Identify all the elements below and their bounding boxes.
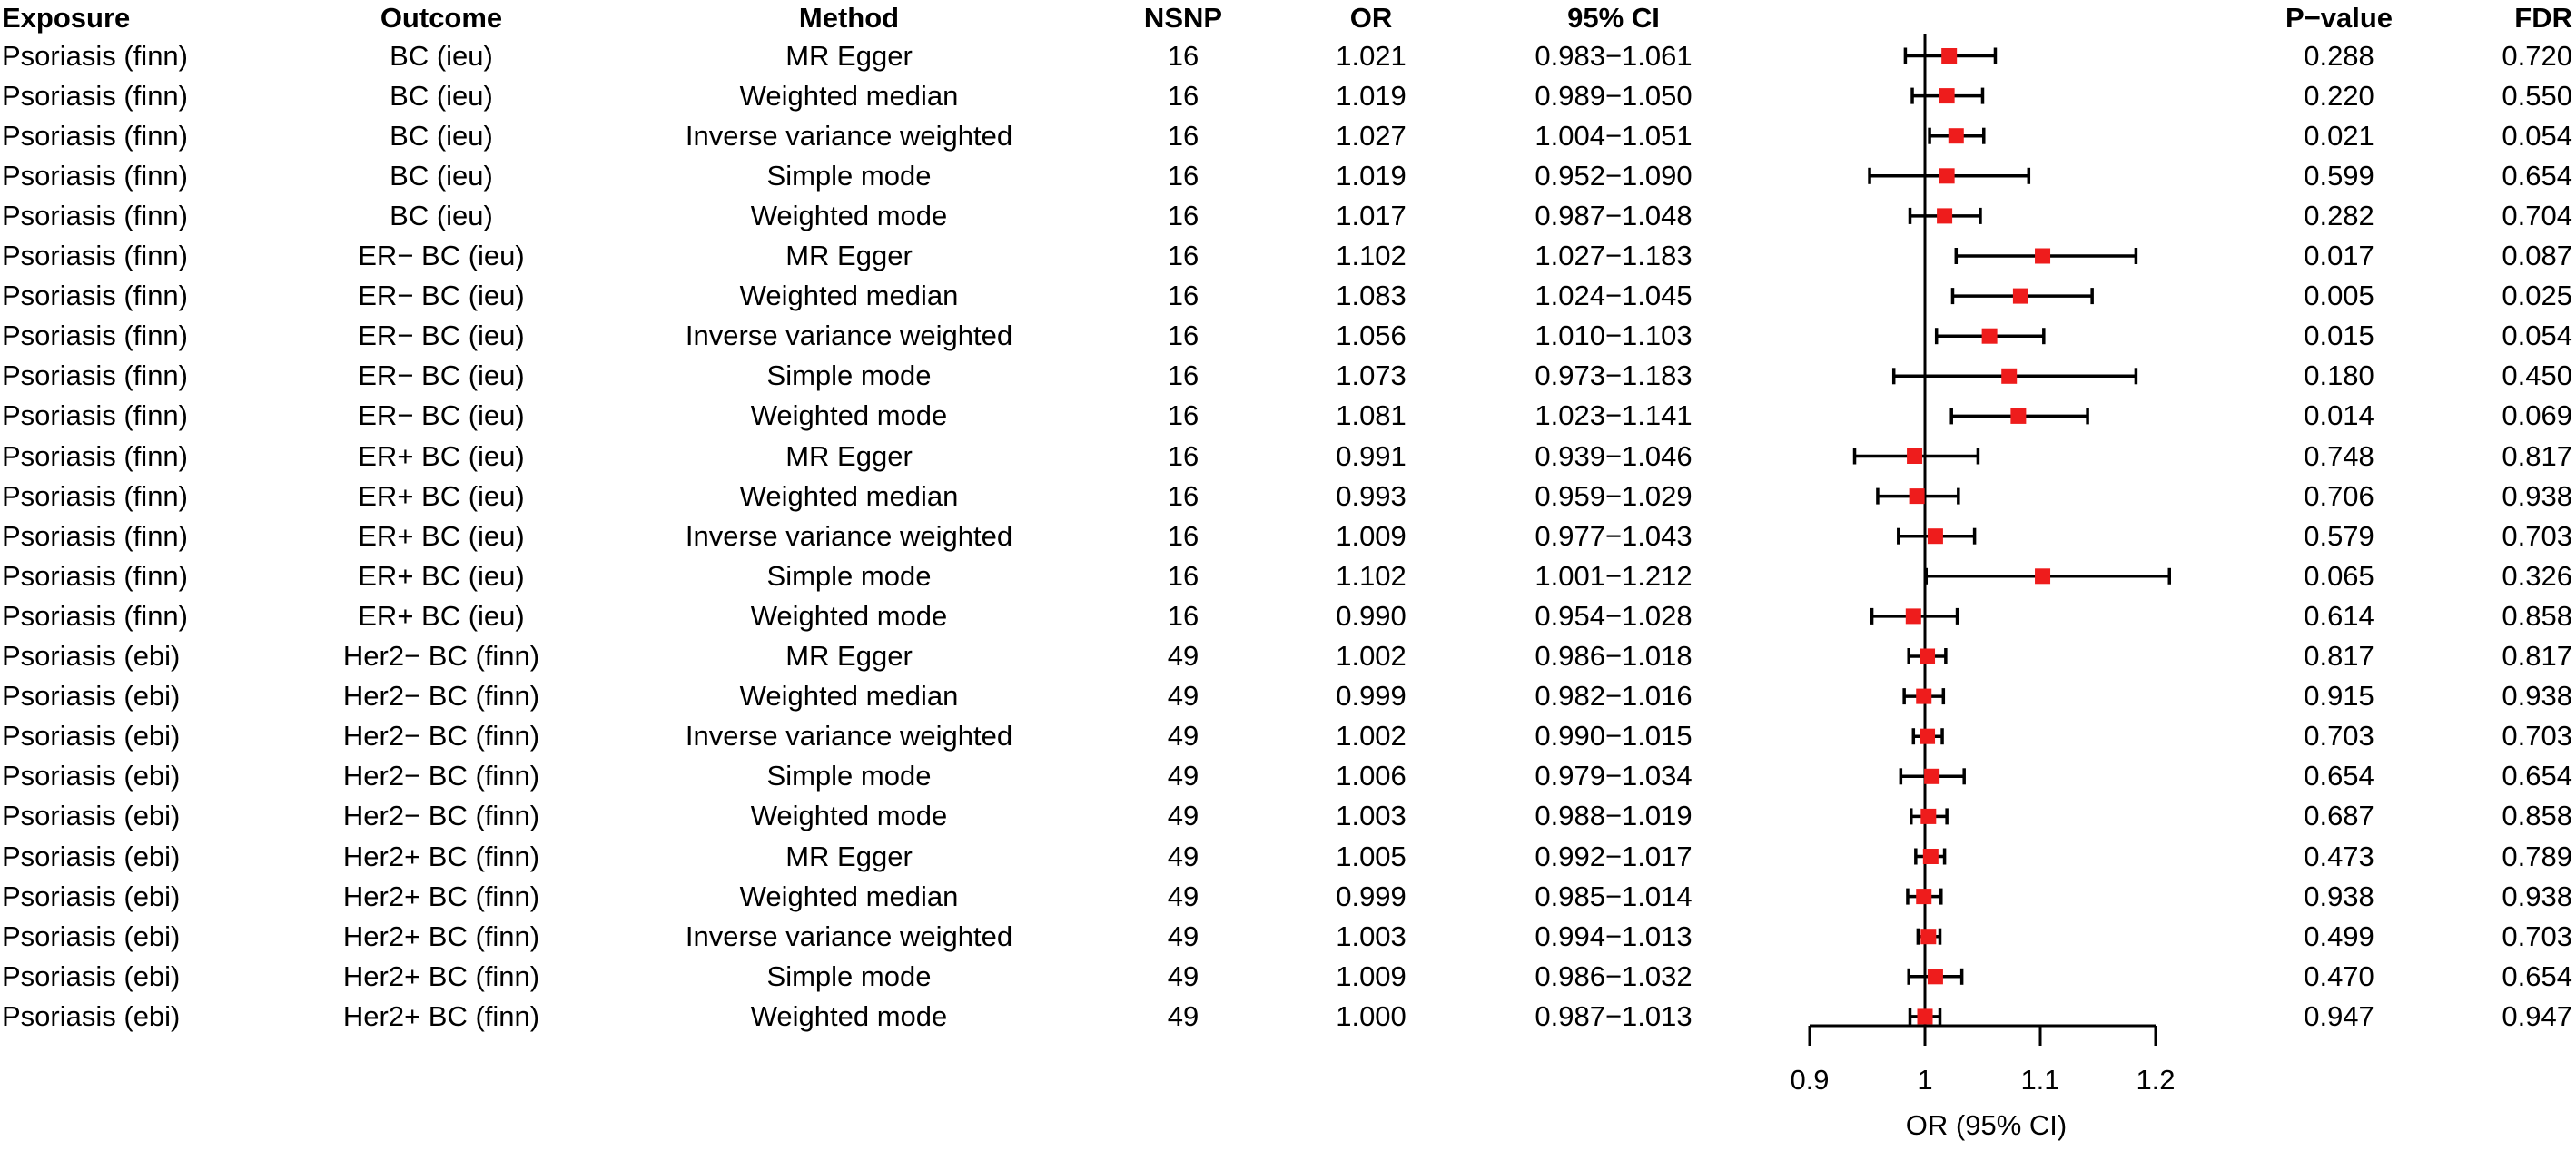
cell-nsnp: 16 (1167, 479, 1199, 512)
cell-method: Simple mode (766, 559, 932, 592)
cell-exposure: Psoriasis (finn) (2, 559, 188, 592)
cell-outcome: ER− BC (ieu) (358, 280, 525, 312)
cell-or: 1.102 (1336, 559, 1406, 592)
header-ci: 95% CI (1567, 2, 1660, 34)
cell-method: Weighted median (739, 79, 959, 112)
cell-nsnp: 16 (1167, 559, 1199, 592)
cell-method: MR Egger (785, 39, 913, 72)
cell-pvalue: 0.473 (2304, 840, 2374, 872)
header-or: OR (1349, 2, 1393, 34)
cell-exposure: Psoriasis (finn) (2, 119, 188, 152)
or-point (1949, 128, 1964, 143)
cell-ci: 0.982−1.016 (1535, 680, 1693, 713)
cell-exposure: Psoriasis (finn) (2, 599, 188, 632)
cell-pvalue: 0.017 (2304, 240, 2374, 271)
cell-exposure: Psoriasis (finn) (2, 199, 188, 231)
cell-ci: 1.024−1.045 (1535, 280, 1693, 312)
cell-ci: 0.988−1.019 (1535, 800, 1693, 832)
cell-exposure: Psoriasis (ebi) (2, 760, 181, 792)
cell-or: 1.083 (1336, 280, 1406, 312)
or-point (1910, 488, 1925, 504)
cell-or: 1.006 (1336, 760, 1406, 792)
cell-exposure: Psoriasis (finn) (2, 519, 188, 552)
cell-fdr: 0.025 (2502, 280, 2572, 312)
cell-method: Weighted mode (750, 399, 948, 432)
cell-or: 0.999 (1336, 680, 1406, 713)
cell-or: 1.019 (1336, 79, 1406, 112)
cell-pvalue: 0.947 (2304, 999, 2374, 1032)
cell-nsnp: 49 (1167, 920, 1199, 952)
cell-nsnp: 16 (1167, 119, 1199, 152)
cell-ci: 1.004−1.051 (1535, 119, 1693, 152)
cell-pvalue: 0.579 (2304, 519, 2374, 552)
cell-pvalue: 0.065 (2304, 559, 2374, 592)
cell-pvalue: 0.817 (2304, 640, 2374, 672)
cell-nsnp: 16 (1167, 599, 1199, 632)
cell-fdr: 0.704 (2502, 199, 2572, 231)
cell-exposure: Psoriasis (finn) (2, 240, 188, 271)
cell-fdr: 0.450 (2502, 359, 2572, 392)
cell-pvalue: 0.915 (2304, 680, 2374, 713)
cell-method: MR Egger (785, 439, 913, 472)
cell-pvalue: 0.014 (2304, 399, 2374, 432)
cell-or: 1.009 (1336, 959, 1406, 992)
cell-pvalue: 0.614 (2304, 599, 2374, 632)
cell-method: MR Egger (785, 240, 913, 271)
or-point (1928, 528, 1943, 544)
cell-nsnp: 49 (1167, 840, 1199, 872)
or-point (1907, 448, 1922, 464)
cell-exposure: Psoriasis (finn) (2, 439, 188, 472)
cell-nsnp: 49 (1167, 720, 1199, 753)
cell-pvalue: 0.015 (2304, 320, 2374, 352)
cell-fdr: 0.703 (2502, 720, 2572, 753)
cell-or: 0.993 (1336, 479, 1406, 512)
cell-outcome: BC (ieu) (390, 199, 493, 231)
cell-pvalue: 0.021 (2304, 119, 2374, 152)
cell-nsnp: 16 (1167, 320, 1199, 352)
cell-outcome: ER+ BC (ieu) (358, 439, 525, 472)
cell-method: Weighted mode (750, 800, 948, 832)
x-tick-label: 1.2 (2136, 1064, 2176, 1096)
cell-pvalue: 0.748 (2304, 439, 2374, 472)
cell-exposure: Psoriasis (ebi) (2, 920, 181, 952)
cell-pvalue: 0.654 (2304, 760, 2374, 792)
cell-nsnp: 49 (1167, 880, 1199, 912)
cell-ci: 0.954−1.028 (1535, 599, 1693, 632)
cell-outcome: ER+ BC (ieu) (358, 559, 525, 592)
cell-ci: 0.952−1.090 (1535, 159, 1693, 192)
cell-method: Inverse variance weighted (685, 320, 1013, 352)
x-tick-label: 1 (1917, 1064, 1933, 1096)
or-point (1939, 88, 1955, 103)
cell-or: 1.056 (1336, 320, 1406, 352)
cell-method: Weighted mode (750, 199, 948, 231)
x-tick-label: 0.9 (1790, 1064, 1830, 1096)
cell-pvalue: 0.288 (2304, 39, 2374, 72)
cell-fdr: 0.550 (2502, 79, 2572, 112)
cell-pvalue: 0.005 (2304, 280, 2374, 312)
cell-outcome: Her2− BC (finn) (342, 680, 540, 713)
cell-exposure: Psoriasis (ebi) (2, 999, 181, 1032)
cell-method: Simple mode (766, 159, 932, 192)
cell-ci: 0.986−1.018 (1535, 640, 1693, 672)
cell-pvalue: 0.282 (2304, 199, 2374, 231)
header-pvalue: P−value (2285, 2, 2393, 34)
cell-ci: 0.939−1.046 (1535, 439, 1693, 472)
cell-fdr: 0.054 (2502, 119, 2572, 152)
cell-ci: 0.989−1.050 (1535, 79, 1693, 112)
or-point (1941, 48, 1957, 64)
or-point (1918, 1008, 1933, 1024)
cell-or: 1.005 (1336, 840, 1406, 872)
cell-pvalue: 0.706 (2304, 479, 2374, 512)
cell-or: 1.021 (1336, 39, 1406, 72)
cell-nsnp: 49 (1167, 999, 1199, 1032)
cell-or: 1.019 (1336, 159, 1406, 192)
cell-method: Simple mode (766, 760, 932, 792)
cell-nsnp: 16 (1167, 39, 1199, 72)
or-point (1924, 769, 1939, 784)
cell-nsnp: 49 (1167, 760, 1199, 792)
cell-ci: 0.977−1.043 (1535, 519, 1693, 552)
or-point (1920, 809, 1936, 824)
cell-fdr: 0.654 (2502, 760, 2572, 792)
or-point (2013, 289, 2028, 304)
cell-or: 1.003 (1336, 800, 1406, 832)
cell-ci: 1.023−1.141 (1535, 399, 1693, 432)
cell-method: Inverse variance weighted (685, 720, 1013, 753)
cell-outcome: Her2+ BC (finn) (342, 840, 540, 872)
cell-fdr: 0.817 (2502, 439, 2572, 472)
or-point (1920, 649, 1935, 664)
cell-outcome: Her2− BC (finn) (342, 800, 540, 832)
cell-fdr: 0.087 (2502, 240, 2572, 271)
cell-ci: 0.983−1.061 (1535, 39, 1693, 72)
cell-exposure: Psoriasis (ebi) (2, 959, 181, 992)
cell-exposure: Psoriasis (ebi) (2, 800, 181, 832)
cell-nsnp: 49 (1167, 800, 1199, 832)
cell-or: 1.003 (1336, 920, 1406, 952)
header-exposure: Exposure (2, 2, 131, 34)
cell-outcome: BC (ieu) (390, 119, 493, 152)
cell-fdr: 0.947 (2502, 999, 2572, 1032)
cell-method: Weighted median (739, 280, 959, 312)
cell-outcome: BC (ieu) (390, 79, 493, 112)
header-method: Method (798, 2, 900, 34)
cell-ci: 0.992−1.017 (1535, 840, 1693, 872)
or-point (1920, 729, 1935, 744)
cell-fdr: 0.069 (2502, 399, 2572, 432)
cell-ci: 0.986−1.032 (1535, 959, 1693, 992)
cell-fdr: 0.858 (2502, 599, 2572, 632)
cell-exposure: Psoriasis (finn) (2, 280, 188, 312)
cell-exposure: Psoriasis (ebi) (2, 680, 181, 713)
cell-method: Inverse variance weighted (685, 519, 1013, 552)
cell-exposure: Psoriasis (finn) (2, 479, 188, 512)
cell-method: MR Egger (785, 640, 913, 672)
cell-method: Weighted median (739, 479, 959, 512)
cell-nsnp: 16 (1167, 159, 1199, 192)
cell-fdr: 0.054 (2502, 320, 2572, 352)
cell-or: 1.027 (1336, 119, 1406, 152)
header-outcome: Outcome (380, 2, 503, 34)
cell-fdr: 0.938 (2502, 479, 2572, 512)
cell-ci: 0.985−1.014 (1535, 880, 1693, 912)
cell-pvalue: 0.470 (2304, 959, 2374, 992)
cell-method: Inverse variance weighted (685, 119, 1013, 152)
cell-ci: 0.987−1.013 (1535, 999, 1693, 1032)
cell-ci: 1.027−1.183 (1535, 240, 1693, 271)
cell-or: 1.002 (1336, 720, 1406, 753)
cell-outcome: Her2+ BC (finn) (342, 959, 540, 992)
cell-exposure: Psoriasis (ebi) (2, 720, 181, 753)
or-point (1923, 849, 1939, 864)
cell-fdr: 0.703 (2502, 920, 2572, 952)
cell-fdr: 0.720 (2502, 39, 2572, 72)
cell-pvalue: 0.703 (2304, 720, 2374, 753)
cell-nsnp: 16 (1167, 399, 1199, 432)
or-point (2010, 408, 2026, 424)
cell-fdr: 0.938 (2502, 880, 2572, 912)
or-point (1928, 969, 1943, 984)
or-point (2001, 369, 2017, 384)
or-point (1916, 889, 1931, 904)
cell-outcome: BC (ieu) (390, 159, 493, 192)
cell-outcome: ER+ BC (ieu) (358, 479, 525, 512)
cell-exposure: Psoriasis (finn) (2, 159, 188, 192)
cell-or: 0.991 (1336, 439, 1406, 472)
cell-outcome: Her2− BC (finn) (342, 760, 540, 792)
header-fdr: FDR (2514, 2, 2572, 34)
cell-method: Weighted mode (750, 999, 948, 1032)
cell-outcome: Her2+ BC (finn) (342, 920, 540, 952)
cell-exposure: Psoriasis (finn) (2, 359, 188, 392)
cell-outcome: ER− BC (ieu) (358, 359, 525, 392)
cell-or: 1.000 (1336, 999, 1406, 1032)
cell-outcome: Her2− BC (finn) (342, 720, 540, 753)
cell-nsnp: 16 (1167, 359, 1199, 392)
cell-pvalue: 0.180 (2304, 359, 2374, 392)
cell-fdr: 0.654 (2502, 959, 2572, 992)
cell-nsnp: 16 (1167, 79, 1199, 112)
cell-method: Simple mode (766, 359, 932, 392)
cell-or: 0.990 (1336, 599, 1406, 632)
cell-outcome: ER− BC (ieu) (358, 240, 525, 271)
cell-pvalue: 0.220 (2304, 79, 2374, 112)
cell-ci: 0.959−1.029 (1535, 479, 1693, 512)
cell-exposure: Psoriasis (ebi) (2, 840, 181, 872)
cell-fdr: 0.858 (2502, 800, 2572, 832)
or-point (1937, 208, 1952, 223)
cell-pvalue: 0.499 (2304, 920, 2374, 952)
or-point (2035, 249, 2050, 264)
cell-nsnp: 16 (1167, 519, 1199, 552)
cell-fdr: 0.817 (2502, 640, 2572, 672)
cell-outcome: ER− BC (ieu) (358, 399, 525, 432)
cell-ci: 0.973−1.183 (1535, 359, 1693, 392)
cell-fdr: 0.938 (2502, 680, 2572, 713)
cell-fdr: 0.326 (2502, 559, 2572, 592)
cell-fdr: 0.703 (2502, 519, 2572, 552)
cell-exposure: Psoriasis (ebi) (2, 640, 181, 672)
cell-outcome: Her2− BC (finn) (342, 640, 540, 672)
cell-nsnp: 16 (1167, 199, 1199, 231)
cell-nsnp: 16 (1167, 439, 1199, 472)
cell-method: Weighted median (739, 680, 959, 713)
cell-pvalue: 0.938 (2304, 880, 2374, 912)
cell-exposure: Psoriasis (finn) (2, 399, 188, 432)
cell-outcome: Her2+ BC (finn) (342, 880, 540, 912)
cell-fdr: 0.789 (2502, 840, 2572, 872)
cell-outcome: BC (ieu) (390, 39, 493, 72)
cell-method: Weighted median (739, 880, 959, 912)
cell-exposure: Psoriasis (finn) (2, 320, 188, 352)
header-nsnp: NSNP (1143, 2, 1223, 34)
cell-or: 1.017 (1336, 199, 1406, 231)
cell-method: MR Egger (785, 840, 913, 872)
cell-or: 1.073 (1336, 359, 1406, 392)
cell-pvalue: 0.687 (2304, 800, 2374, 832)
cell-outcome: Her2+ BC (finn) (342, 999, 540, 1032)
cell-method: Simple mode (766, 959, 932, 992)
cell-nsnp: 16 (1167, 240, 1199, 271)
cell-outcome: ER+ BC (ieu) (358, 599, 525, 632)
or-point (1939, 168, 1955, 183)
cell-ci: 1.001−1.212 (1535, 559, 1693, 592)
cell-ci: 0.979−1.034 (1535, 760, 1693, 792)
cell-nsnp: 16 (1167, 280, 1199, 312)
or-point (1916, 689, 1931, 704)
cell-ci: 1.010−1.103 (1535, 320, 1693, 352)
or-point (1982, 329, 1998, 344)
cell-ci: 0.987−1.048 (1535, 199, 1693, 231)
cell-outcome: ER− BC (ieu) (358, 320, 525, 352)
cell-outcome: ER+ BC (ieu) (358, 519, 525, 552)
cell-method: Weighted mode (750, 599, 948, 632)
cell-nsnp: 49 (1167, 640, 1199, 672)
cell-nsnp: 49 (1167, 959, 1199, 992)
or-point (1920, 929, 1936, 944)
cell-fdr: 0.654 (2502, 159, 2572, 192)
or-point (2035, 568, 2050, 584)
cell-exposure: Psoriasis (finn) (2, 79, 188, 112)
cell-or: 0.999 (1336, 880, 1406, 912)
cell-exposure: Psoriasis (ebi) (2, 880, 181, 912)
cell-exposure: Psoriasis (finn) (2, 39, 188, 72)
or-point (1906, 608, 1921, 624)
cell-nsnp: 49 (1167, 680, 1199, 713)
x-tick-label: 1.1 (2020, 1064, 2060, 1096)
cell-or: 1.081 (1336, 399, 1406, 432)
cell-ci: 0.994−1.013 (1535, 920, 1693, 952)
cell-method: Inverse variance weighted (685, 920, 1013, 952)
cell-or: 1.002 (1336, 640, 1406, 672)
cell-or: 1.009 (1336, 519, 1406, 552)
cell-or: 1.102 (1336, 240, 1406, 271)
x-axis-title: OR (95% CI) (1905, 1109, 2068, 1141)
cell-pvalue: 0.599 (2304, 159, 2374, 192)
cell-ci: 0.990−1.015 (1535, 720, 1693, 753)
